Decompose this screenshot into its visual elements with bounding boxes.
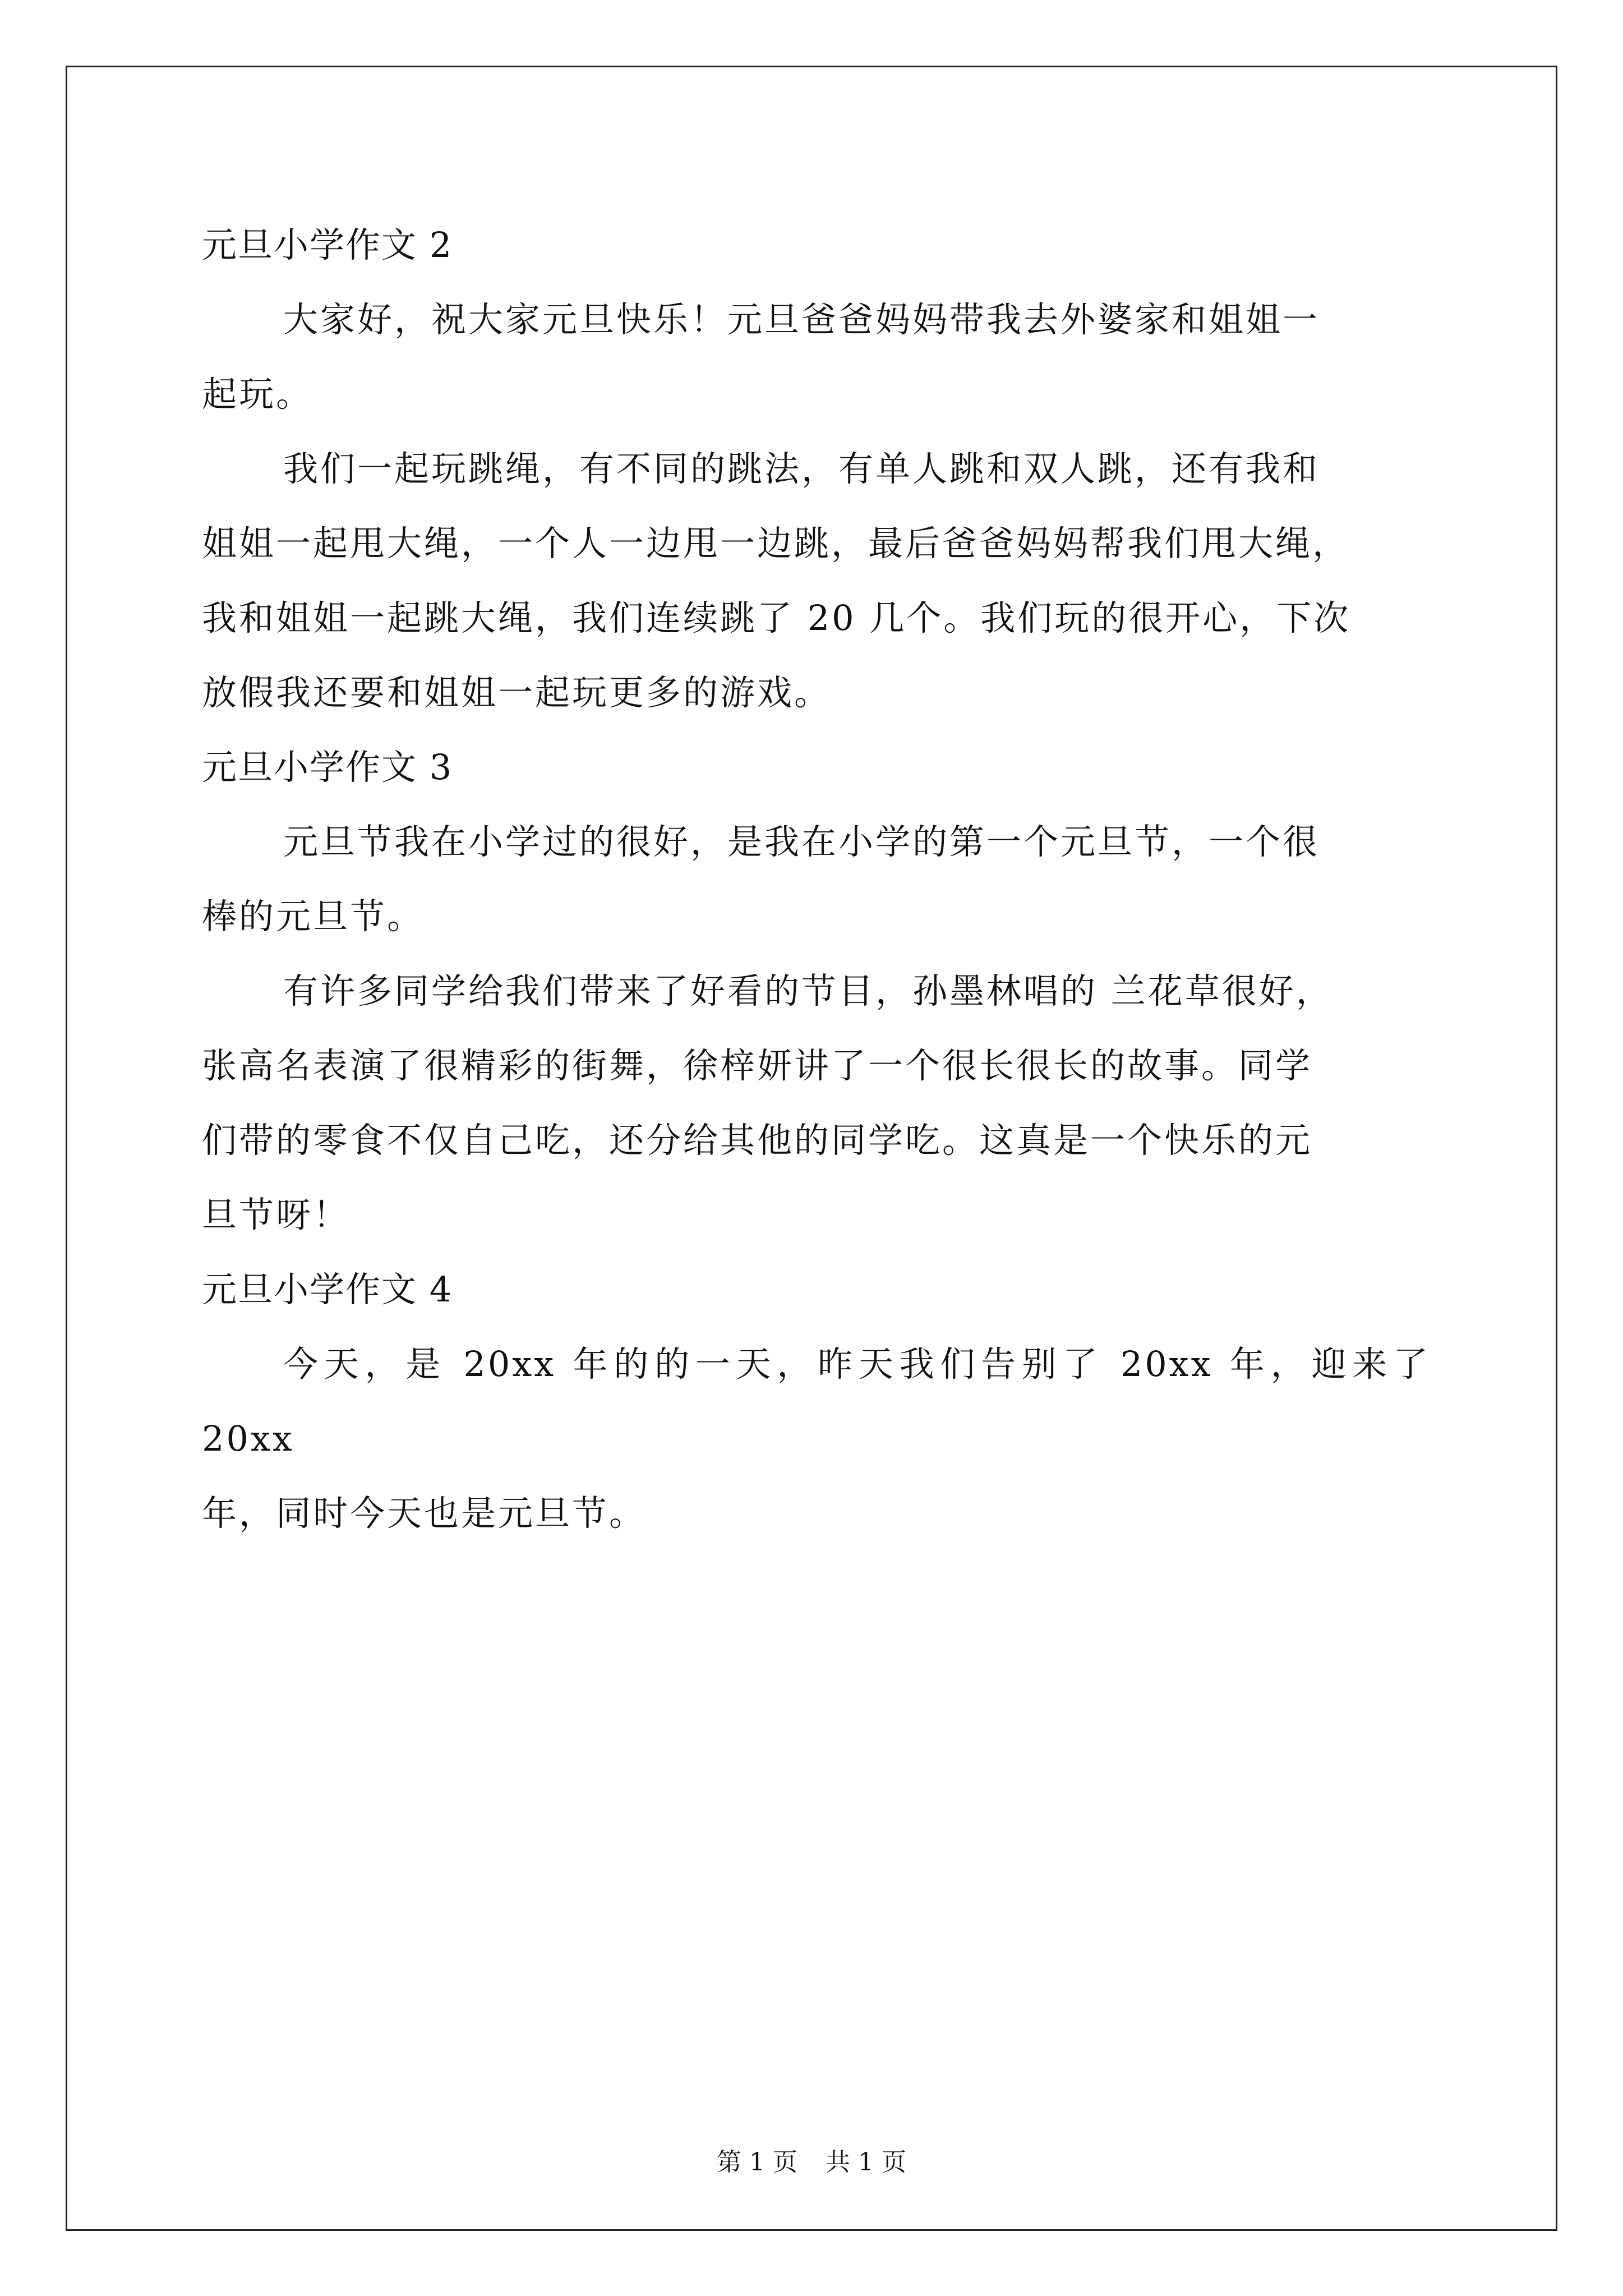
text-line: 放假我还要和姐姐一起玩更多的游戏。: [202, 672, 832, 713]
text-line: 张高名表演了很精彩的街舞，徐梓妍讲了一个很长很长的故事。同学: [202, 1045, 1313, 1086]
paragraph: [202, 954, 1430, 1252]
text-line: 姐姐一起甩大绳，一个人一边甩一边跳，最后爸爸妈妈帮我们甩大绳，: [202, 523, 1350, 564]
text-line: 我们一起玩跳绳，有不同的跳法，有单人跳和双人跳，还有我和: [283, 448, 1320, 489]
section-heading: 元旦小学作文 2: [202, 224, 453, 265]
text-line: 我和姐姐一起跳大绳，我们连续跳了 20 几个。我们玩的很开心，下次: [202, 597, 1351, 638]
text-line: 大家好，祝大家元旦快乐！元旦爸爸妈妈带我去外婆家和姐姐一: [283, 299, 1320, 340]
text-line: 元旦节我在小学过的很好，是我在小学的第一个元旦节，一个很: [283, 821, 1320, 862]
text-line: 年，同时今天也是元旦节。: [202, 1493, 647, 1534]
paragraph: [202, 431, 1430, 730]
text-line: 们带的零食不仅自己吃，还分给其他的同学吃。这真是一个快乐的元: [202, 1120, 1313, 1161]
page-number-current: 第 1 页: [717, 2148, 797, 2177]
section-heading: 元旦小学作文 3: [202, 747, 453, 788]
section-heading: 元旦小学作文 4: [202, 1269, 453, 1310]
text-line: 棒的元旦节。: [202, 896, 425, 937]
paragraph: [202, 1327, 1430, 1550]
text-line: 今天，是 20xx 年的的一天，昨天我们告别了 20xx 年，迎来了 20xx: [202, 1343, 1430, 1459]
text-line: 有许多同学给我们带来了好看的节目，孙墨林唱的 兰花草很好，: [283, 970, 1333, 1011]
text-line: 旦节呀！: [202, 1194, 351, 1235]
document-body: [202, 208, 1430, 1550]
page-number-total: 共 1 页: [826, 2148, 906, 2177]
paragraph: [202, 804, 1430, 954]
paragraph: [202, 282, 1430, 431]
text-line: 起玩。: [202, 374, 313, 415]
page-footer: [0, 2146, 1623, 2179]
